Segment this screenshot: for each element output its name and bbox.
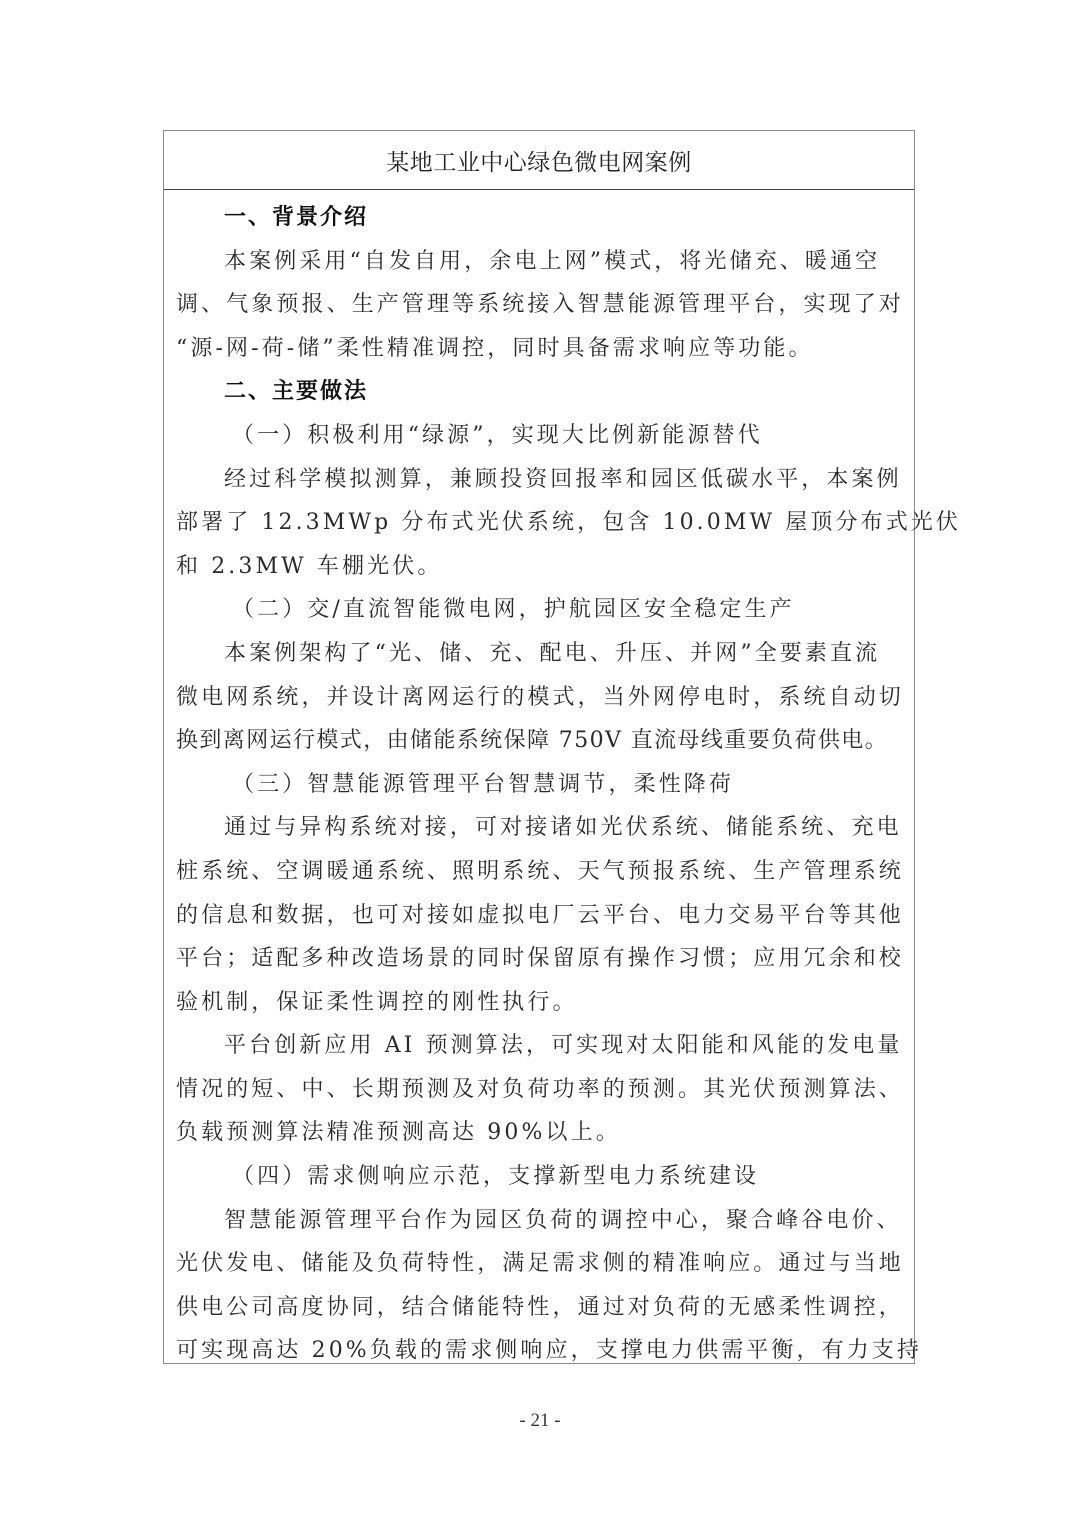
paragraph-line: 本案例采用“自发自用，余电上网”模式，将光储充、暖通空 bbox=[224, 248, 881, 274]
subsection-heading-3: （三）智慧能源管理平台智慧调节，柔性降荷 bbox=[232, 771, 735, 797]
subsection-heading-1: （一）积极利用“绿源”，实现大比例新能源替代 bbox=[232, 422, 763, 448]
paragraph-line: 微电网系统，并设计离网运行的模式，当外网停电时，系统自动切 bbox=[176, 684, 904, 710]
paragraph-line: 调、气象预报、生产管理等系统接入智慧能源管理平台，实现了对 bbox=[176, 292, 904, 318]
paragraph-line: 通过与异构系统对接，可对接诸如光伏系统、储能系统、充电 bbox=[224, 815, 902, 841]
section-heading-main-practices: 二、主要做法 bbox=[224, 379, 369, 405]
case-body bbox=[164, 190, 962, 1373]
paragraph-line: 光伏发电、储能及负荷特性，满足需求侧的精准响应。通过与当地 bbox=[176, 1251, 904, 1277]
paragraph-line: 负载预测算法精准预测高达 90%以上。 bbox=[176, 1120, 621, 1146]
paragraph-line: 换到离网运行模式，由储能系统保障 750V 直流母线重要负荷供电。 bbox=[176, 728, 889, 754]
paragraph-line: 的信息和数据，也可对接如虚拟电厂云平台、电力交易平台等其他 bbox=[176, 902, 904, 928]
paragraph-line: 智慧能源管理平台作为园区负荷的调控中心，聚合峰谷电价、 bbox=[224, 1207, 902, 1233]
subsection-heading-2: （二）交/直流智能微电网，护航园区安全稳定生产 bbox=[232, 597, 795, 623]
paragraph-line: 和 2.3MW 车棚光伏。 bbox=[176, 553, 443, 579]
page-number: - 21 - bbox=[519, 1410, 561, 1431]
paragraph-line: 验机制，保证柔性调控的刚性执行。 bbox=[176, 989, 578, 1015]
paragraph-line: 桩系统、空调暖通系统、照明系统、天气预报系统、生产管理系统 bbox=[176, 858, 904, 884]
section-heading-background: 一、背景介绍 bbox=[224, 205, 369, 230]
paragraph-line: 平台；适配多种改造场景的同时保留原有操作习惯；应用冗余和校 bbox=[176, 946, 904, 972]
paragraph-line: “源-网-荷-储”柔性精准调控，同时具备需求响应等功能。 bbox=[176, 335, 814, 361]
paragraph-line: 可实现高达 20%负载的需求侧响应，支撑电力供需平衡，有力支持 bbox=[176, 1338, 922, 1364]
paragraph-line: 部署了 12.3MWp 分布式光伏系统，包含 10.0MW 屋顶分布式光伏 bbox=[176, 510, 962, 536]
case-title: 某地工业中心绿色微电网案例 bbox=[164, 131, 914, 190]
paragraph-line: 供电公司高度协同，结合储能特性，通过对负荷的无感柔性调控， bbox=[176, 1294, 904, 1320]
paragraph-line: 平台创新应用 AI 预测算法，可实现对太阳能和风能的发电量 bbox=[224, 1033, 903, 1059]
paragraph-line: 情况的短、中、长期预测及对负荷功率的预测。其光伏预测算法、 bbox=[176, 1076, 904, 1102]
paragraph-line: 本案例架构了“光、储、充、配电、升压、并网”全要素直流 bbox=[224, 640, 881, 666]
paragraph-line: 经过科学模拟测算，兼顾投资回报率和园区低碳水平，本案例 bbox=[224, 466, 902, 492]
case-study-box bbox=[163, 130, 962, 1364]
subsection-heading-4: （四）需求侧响应示范，支撑新型电力系统建设 bbox=[232, 1164, 760, 1190]
